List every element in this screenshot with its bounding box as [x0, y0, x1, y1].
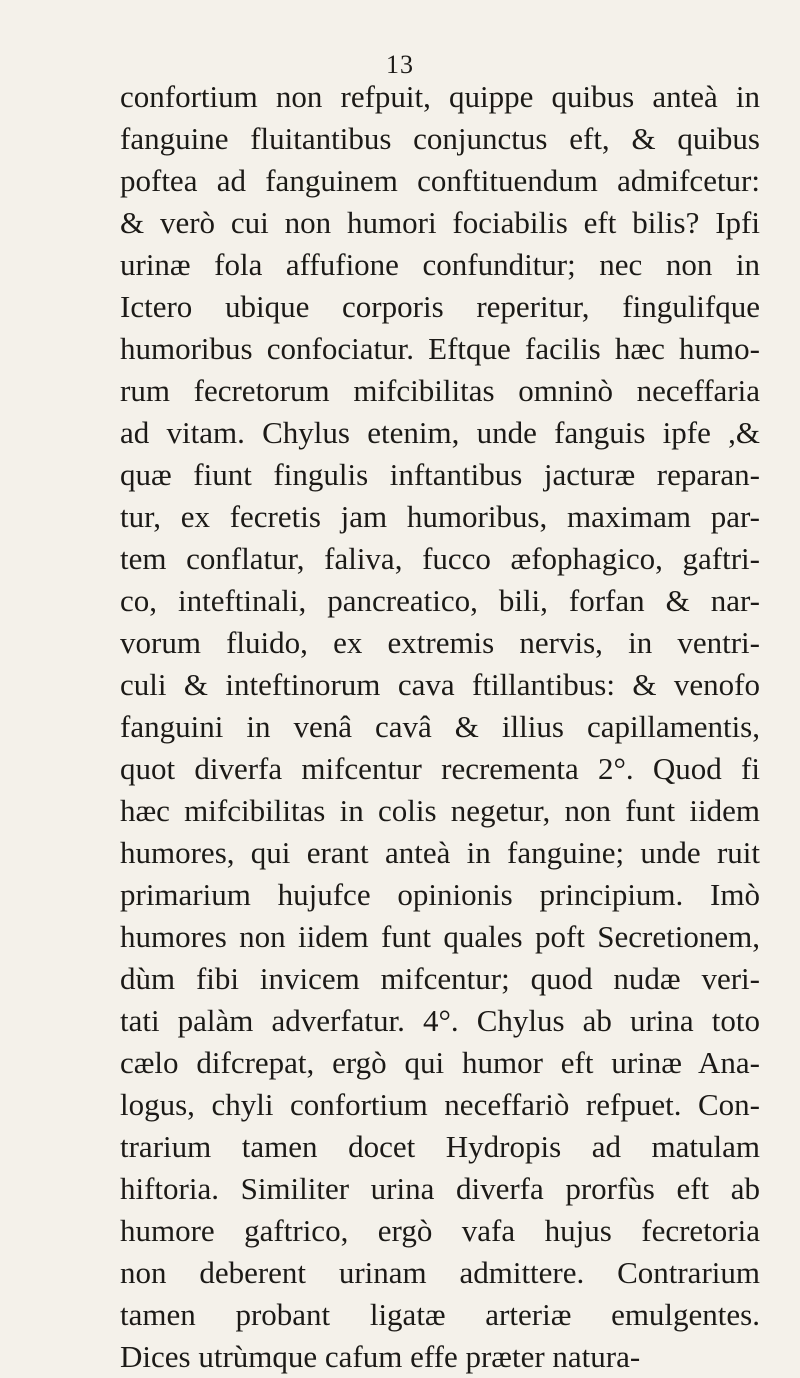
text-line: non deberent urinam admittere. Contrarium [120, 1255, 760, 1290]
text-line: dùm fibi invicem mifcentur; quod nudæ veri- [120, 961, 760, 996]
text-line: hiftoria. Similiter urina diverfa prorfùs eft ab [120, 1171, 760, 1206]
text-line: vorum fluido, ex extremis nervis, in ventri- [120, 625, 760, 660]
text-line: tem conflatur, faliva, fucco æfophagico, gaftri- [120, 541, 760, 576]
text-line: humoribus confociatur. Eftque facilis hæc humo- [120, 331, 760, 366]
text-line: culi & inteftinorum cava ftillantibus: & venofo [120, 667, 760, 702]
text-line: ad vitam. Chylus etenim, unde fanguis ipfe ,& [120, 415, 760, 450]
text-line: logus, chyli confortium neceffariò refpuet. Con- [120, 1087, 760, 1122]
text-line: Ictero ubique corporis reperitur, fingulifque [120, 289, 760, 324]
text-line: tati palàm adverfatur. 4°. Chylus ab urina toto [120, 1003, 760, 1038]
text-line: & verò cui non humori fociabilis eft bilis? Ipfi [120, 205, 760, 240]
text-line: tamen probant ligatæ arteriæ emulgentes. [120, 1297, 760, 1332]
text-line: cælo difcrepat, ergò qui humor eft urinæ Ana- [120, 1045, 760, 1080]
text-line: quot diverfa mifcentur recrementa 2°. Quod fi [120, 751, 760, 786]
text-line: rum fecretorum mifcibilitas omninò neceffaria [120, 373, 760, 408]
text-line: urinæ fola affufione confunditur; nec non in [120, 247, 760, 282]
text-line: humores, qui erant anteà in fanguine; unde ruit [120, 835, 760, 870]
text-line: quæ fiunt fingulis inftantibus jacturæ reparan- [120, 457, 760, 492]
text-line: hæc mifcibilitas in colis negetur, non funt iidem [120, 793, 760, 828]
text-line: humores non iidem funt quales poft Secretionem, [120, 919, 760, 954]
text-line: trarium tamen docet Hydropis ad matulam [120, 1129, 760, 1164]
text-line: humore gaftrico, ergò vafa hujus fecretoria [120, 1213, 760, 1248]
text-line: confortium non refpuit, quippe quibus anteà in [120, 79, 760, 114]
text-line: Dices utrùmque cafum effe præter natura- [120, 1339, 641, 1374]
text-line: fanguini in venâ cavâ & illius capillamentis, [120, 709, 760, 744]
text-line: primarium hujufce opinionis principium. Imò [120, 877, 760, 912]
text-line: tur, ex fecretis jam humoribus, maximam par- [120, 499, 760, 534]
body-text [120, 76, 760, 1378]
text-line: poftea ad fanguinem conftituendum admifcetur: [120, 163, 760, 198]
text-line: co, inteftinali, pancreatico, bili, forfan & nar- [120, 583, 760, 618]
page-number: 13 [386, 50, 414, 79]
text-line: fanguine fluitantibus conjunctus eft, & quibus [120, 121, 760, 156]
